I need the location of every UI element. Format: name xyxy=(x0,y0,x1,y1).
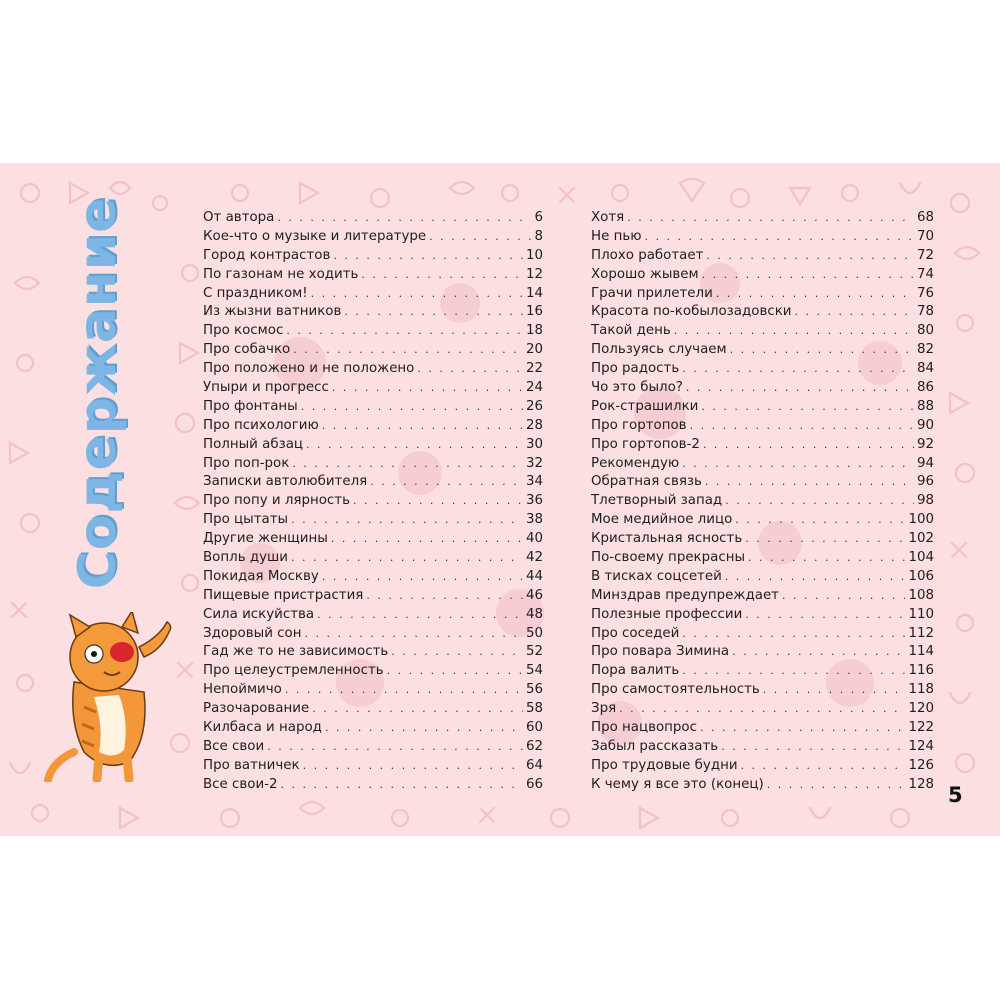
toc-leader-dots xyxy=(703,436,914,455)
toc-leader-dots xyxy=(417,360,523,379)
toc-entry xyxy=(591,587,934,606)
toc-entry-page: 112 xyxy=(908,625,934,641)
toc-entry xyxy=(591,530,934,549)
toc-entry-title: Такой день xyxy=(591,323,671,339)
toc-entry-page: 76 xyxy=(916,285,934,301)
toc-entry-page: 52 xyxy=(525,644,543,660)
toc-entry xyxy=(591,738,934,757)
toc-entry-title: Зря xyxy=(591,701,617,717)
toc-entry-page: 30 xyxy=(525,436,543,452)
toc-entry-page: 24 xyxy=(525,380,543,396)
toc-entry-title: Рок-страшилки xyxy=(591,398,699,414)
toc-entry-title: Все свои xyxy=(203,738,265,754)
toc-entry-title: Кристальная ясность xyxy=(591,531,743,547)
toc-entry xyxy=(591,643,934,662)
toc-heading-text: Содержание xyxy=(68,196,128,590)
toc-leader-dots xyxy=(619,700,905,719)
toc-entry xyxy=(203,455,543,474)
toc-entry-page: 64 xyxy=(525,757,543,773)
toc-leader-dots xyxy=(331,530,523,549)
toc-entry xyxy=(203,473,543,492)
toc-entry xyxy=(591,417,934,436)
toc-entry-page: 124 xyxy=(908,738,934,754)
toc-entry xyxy=(203,228,543,247)
toc-entry-page: 36 xyxy=(525,493,543,509)
toc-leader-dots xyxy=(748,549,905,568)
toc-entry-page: 28 xyxy=(525,417,543,433)
toc-leader-dots xyxy=(682,455,914,474)
toc-entry xyxy=(591,757,934,776)
toc-leader-dots xyxy=(291,549,523,568)
toc-entry-page: 34 xyxy=(525,474,543,490)
toc-entry-title: Непоймичо xyxy=(203,682,282,698)
toc-entry-page: 74 xyxy=(916,266,934,282)
toc-entry xyxy=(203,209,543,228)
toc-entry-page: 88 xyxy=(916,398,934,414)
toc-entry-title: Вопль души xyxy=(203,550,288,566)
toc-entry-title: Гад же то не зависимость xyxy=(203,644,389,660)
toc-entry-page: 122 xyxy=(908,720,934,736)
toc-entry-page: 102 xyxy=(908,531,934,547)
toc-entry-page: 18 xyxy=(525,323,543,339)
toc-leader-dots xyxy=(325,719,523,738)
toc-entry xyxy=(591,511,934,530)
toc-entry-title: Пользуясь случаем xyxy=(591,342,727,358)
toc-entry xyxy=(203,757,543,776)
toc-entry-title: По-своему прекрасны xyxy=(591,550,746,566)
toc-entry-title: Килбаса и народ xyxy=(203,720,322,736)
toc-entry xyxy=(203,643,543,662)
toc-entry-page: 8 xyxy=(534,228,543,244)
book-page xyxy=(0,163,1000,836)
toc-entry-title: Сила искуйства xyxy=(203,606,315,622)
toc-entry-title: Мое медийное лицо xyxy=(591,512,733,528)
toc-leader-dots xyxy=(366,587,523,606)
toc-entry-page: 108 xyxy=(908,587,934,603)
toc-entry xyxy=(203,738,543,757)
toc-leader-dots xyxy=(312,700,523,719)
toc-leader-dots xyxy=(281,776,523,795)
toc-leader-dots xyxy=(344,303,523,322)
toc-leader-dots xyxy=(767,776,906,795)
toc-entry-page: 98 xyxy=(916,493,934,509)
toc-entry xyxy=(591,360,934,379)
toc-entry xyxy=(591,228,934,247)
toc-entry-page: 32 xyxy=(525,455,543,471)
toc-entry-page: 78 xyxy=(916,304,934,320)
toc-entry xyxy=(203,719,543,738)
toc-entry xyxy=(591,266,934,285)
toc-leader-dots xyxy=(682,625,905,644)
toc-entry-page: 100 xyxy=(908,512,934,528)
toc-leader-dots xyxy=(301,398,523,417)
toc-leader-dots xyxy=(292,455,523,474)
toc-entry xyxy=(203,511,543,530)
toc-entry xyxy=(203,247,543,266)
toc-entry-page: 56 xyxy=(525,682,543,698)
toc-entry-title: Хорошо жывем xyxy=(591,266,699,282)
toc-entry-title: Про положено и не положено xyxy=(203,361,415,377)
toc-entry-title: Про нацвопрос xyxy=(591,720,697,736)
toc-leader-dots xyxy=(303,757,523,776)
toc-entry-title: Обратная связь xyxy=(591,474,702,490)
toc-leader-dots xyxy=(795,303,914,322)
toc-column-right xyxy=(591,209,934,795)
toc-leader-dots xyxy=(370,473,523,492)
cat-illustration xyxy=(44,612,184,782)
toc-entry xyxy=(203,549,543,568)
toc-entry xyxy=(203,398,543,417)
toc-entry xyxy=(203,530,543,549)
toc-leader-dots xyxy=(735,511,905,530)
toc-entry xyxy=(591,776,934,795)
toc-entry-page: 80 xyxy=(916,323,934,339)
toc-entry-page: 90 xyxy=(916,417,934,433)
toc-entry xyxy=(203,776,543,795)
toc-entry xyxy=(591,303,934,322)
toc-entry xyxy=(203,568,543,587)
toc-leader-dots xyxy=(686,379,914,398)
toc-entry xyxy=(591,455,934,474)
toc-leader-dots xyxy=(317,606,523,625)
toc-entry-page: 92 xyxy=(916,436,934,452)
toc-entry xyxy=(203,436,543,455)
toc-entry xyxy=(591,209,934,228)
toc-entry-title: Полный абзац xyxy=(203,436,304,452)
toc-entry-page: 94 xyxy=(916,455,934,471)
toc-leader-dots xyxy=(706,247,914,266)
toc-leader-dots xyxy=(701,398,914,417)
toc-leader-dots xyxy=(782,587,905,606)
toc-entry-title: Записки автолюбителя xyxy=(203,474,368,490)
toc-entry-title: Все свои-2 xyxy=(203,776,278,792)
toc-entry-page: 116 xyxy=(908,663,934,679)
toc-entry-page: 118 xyxy=(908,682,934,698)
toc-entry xyxy=(591,341,934,360)
toc-entry-title: Рекомендую xyxy=(591,455,680,471)
toc-entry-page: 96 xyxy=(916,474,934,490)
toc-entry-page: 22 xyxy=(525,361,543,377)
toc-leader-dots xyxy=(361,266,523,285)
toc-leader-dots xyxy=(674,322,914,341)
toc-entry-title: В тисках соцсетей xyxy=(591,568,722,584)
toc-leader-dots xyxy=(682,662,905,681)
toc-entry-page: 68 xyxy=(916,210,934,225)
toc-entry-page: 16 xyxy=(525,304,543,320)
toc-entry-page: 120 xyxy=(908,701,934,717)
toc-entry xyxy=(203,681,543,700)
toc-entry-page: 40 xyxy=(525,531,543,547)
toc-leader-dots xyxy=(705,473,914,492)
toc-entry xyxy=(591,473,934,492)
toc-entry-title: Про цытаты xyxy=(203,512,289,528)
toc-entry xyxy=(203,379,543,398)
toc-entry-page: 60 xyxy=(525,720,543,736)
toc-leader-dots xyxy=(304,625,522,644)
toc-entry-title: К чему я все это (конец) xyxy=(591,776,764,792)
toc-entry-page: 44 xyxy=(525,568,543,584)
toc-entry-page: 26 xyxy=(525,398,543,414)
toc-entry-title: Грачи прилетели xyxy=(591,285,713,301)
toc-entry xyxy=(203,322,543,341)
toc-entry xyxy=(591,719,934,738)
toc-entry-page: 6 xyxy=(534,210,543,225)
toc-entry xyxy=(203,341,543,360)
toc-entry xyxy=(203,492,543,511)
toc-leader-dots xyxy=(763,681,906,700)
toc-entry xyxy=(591,322,934,341)
toc-leader-dots xyxy=(353,492,523,511)
toc-entry-title: Упыри и прогресс xyxy=(203,380,329,396)
toc-entry-page: 106 xyxy=(908,568,934,584)
toc-leader-dots xyxy=(741,757,906,776)
toc-entry-title: Про гортопов xyxy=(591,417,687,433)
toc-leader-dots xyxy=(730,341,914,360)
toc-leader-dots xyxy=(721,738,905,757)
toc-entry xyxy=(203,285,543,304)
toc-entry xyxy=(591,681,934,700)
toc-leader-dots xyxy=(702,266,914,285)
toc-entry-page: 128 xyxy=(908,776,934,792)
toc-entry-page: 62 xyxy=(525,738,543,754)
toc-entry-page: 58 xyxy=(525,701,543,717)
toc-entry xyxy=(591,662,934,681)
toc-entry-title: Про попу и лярность xyxy=(203,493,350,509)
toc-entry-page: 10 xyxy=(525,247,543,263)
toc-entry-title: С праздником! xyxy=(203,285,308,301)
toc-entry-title: Тлетворный запад xyxy=(591,493,723,509)
toc-entry xyxy=(203,700,543,719)
toc-leader-dots xyxy=(682,360,914,379)
toc-leader-dots xyxy=(267,738,523,757)
toc-entry-page: 38 xyxy=(525,512,543,528)
toc-entry xyxy=(203,625,543,644)
toc-entry-page: 48 xyxy=(525,606,543,622)
toc-entry-page: 14 xyxy=(525,285,543,301)
toc-leader-dots xyxy=(277,209,531,228)
toc-entry-title: Про космос xyxy=(203,323,284,339)
toc-entry-title: Забыл рассказать xyxy=(591,738,719,754)
toc-leader-dots xyxy=(286,322,523,341)
toc-entry-title: Плохо работает xyxy=(591,247,704,263)
toc-entry xyxy=(591,568,934,587)
toc-entry-title: Из жызни ватников xyxy=(203,304,342,320)
toc-entry xyxy=(203,303,543,322)
toc-leader-dots xyxy=(627,209,914,228)
toc-entry-title: Город контрастов xyxy=(203,247,331,263)
toc-leader-dots xyxy=(387,662,523,681)
toc-entry-page: 72 xyxy=(916,247,934,263)
toc-entry-page: 110 xyxy=(908,606,934,622)
toc-leader-dots xyxy=(644,228,913,247)
toc-entry-title: Про соседей xyxy=(591,625,680,641)
toc-entry-title: Про радость xyxy=(591,361,680,377)
toc-leader-dots xyxy=(725,568,906,587)
toc-entry-page: 66 xyxy=(525,776,543,792)
toc-leader-dots xyxy=(700,719,905,738)
toc-entry xyxy=(591,398,934,417)
toc-entry-title: Полезные профессии xyxy=(591,606,743,622)
toc-entry-page: 126 xyxy=(908,757,934,773)
toc-leader-dots xyxy=(333,247,523,266)
toc-entry-title: Покидая Москву xyxy=(203,568,319,584)
toc-entry-title: Хотя xyxy=(591,210,625,225)
toc-entry-page: 86 xyxy=(916,380,934,396)
toc-entry-title: Здоровый сон xyxy=(203,625,302,641)
toc-entry-page: 20 xyxy=(525,342,543,358)
toc-leader-dots xyxy=(293,341,523,360)
toc-entry-title: Минздрав предупреждает xyxy=(591,587,779,603)
toc-leader-dots xyxy=(306,436,523,455)
toc-entry-title: Про ватничек xyxy=(203,757,300,773)
toc-leader-dots xyxy=(322,568,523,587)
toc-entry-page: 84 xyxy=(916,361,934,377)
page-number: 5 xyxy=(948,783,963,807)
toc-entry xyxy=(591,625,934,644)
toc-entry-page: 42 xyxy=(525,550,543,566)
toc-entry xyxy=(203,587,543,606)
toc-entry-title: Кое-что о музыке и литературе xyxy=(203,228,427,244)
toc-leader-dots xyxy=(429,228,531,247)
toc-entry-page: 54 xyxy=(525,663,543,679)
toc-leader-dots xyxy=(690,417,914,436)
toc-entry-title: Красота по-кобылозадовски xyxy=(591,304,792,320)
toc-leader-dots xyxy=(725,492,914,511)
toc-entry xyxy=(203,662,543,681)
toc-entry-title: Про целеустремленность xyxy=(203,663,384,679)
toc-entry xyxy=(203,417,543,436)
toc-entry xyxy=(591,606,934,625)
toc-entry-title: Про самостоятельность xyxy=(591,682,760,698)
toc-entry-title: От автора xyxy=(203,210,275,225)
toc-entry-page: 46 xyxy=(525,587,543,603)
toc-leader-dots xyxy=(311,285,523,304)
toc-entry-page: 82 xyxy=(916,342,934,358)
toc-entry-title: Не пью xyxy=(591,228,642,244)
toc-entry xyxy=(203,266,543,285)
toc-entry-page: 104 xyxy=(908,550,934,566)
toc-leader-dots xyxy=(332,379,523,398)
toc-entry-title: Чо это было? xyxy=(591,380,683,396)
toc-column-left xyxy=(203,209,543,795)
toc-entry xyxy=(591,436,934,455)
toc-entry xyxy=(203,606,543,625)
toc-entry xyxy=(591,285,934,304)
toc-entry xyxy=(203,360,543,379)
toc-leader-dots xyxy=(745,606,905,625)
toc-entry-title: Про собачко xyxy=(203,342,291,358)
toc-entry-title: Разочарование xyxy=(203,701,310,717)
toc-leader-dots xyxy=(285,681,523,700)
toc-entry-title: По газонам не ходить xyxy=(203,266,359,282)
toc-entry-title: Про фонтаны xyxy=(203,398,298,414)
toc-entry-page: 70 xyxy=(916,228,934,244)
toc-entry-page: 114 xyxy=(908,644,934,660)
toc-entry-title: Про психологию xyxy=(203,417,319,433)
toc-leader-dots xyxy=(745,530,905,549)
toc-entry xyxy=(591,379,934,398)
toc-entry xyxy=(591,549,934,568)
toc-leader-dots xyxy=(291,511,523,530)
toc-leader-dots xyxy=(391,643,523,662)
toc-entry xyxy=(591,247,934,266)
toc-entry-page: 50 xyxy=(525,625,543,641)
toc-entry-title: Про поп-рок xyxy=(203,455,290,471)
toc-entry xyxy=(591,700,934,719)
toc-entry-title: Про гортопов-2 xyxy=(591,436,700,452)
toc-entry-page: 12 xyxy=(525,266,543,282)
toc-entry xyxy=(591,492,934,511)
toc-heading xyxy=(68,196,128,590)
toc-leader-dots xyxy=(732,643,905,662)
toc-entry-title: Другие женщины xyxy=(203,531,328,547)
toc-entry-title: Пора валить xyxy=(591,663,680,679)
toc-leader-dots xyxy=(716,285,914,304)
toc-entry-title: Про повара Зимина xyxy=(591,644,730,660)
toc-entry-title: Про трудовые будни xyxy=(591,757,738,773)
toc-entry-title: Пищевые пристрастия xyxy=(203,587,364,603)
toc-leader-dots xyxy=(322,417,523,436)
